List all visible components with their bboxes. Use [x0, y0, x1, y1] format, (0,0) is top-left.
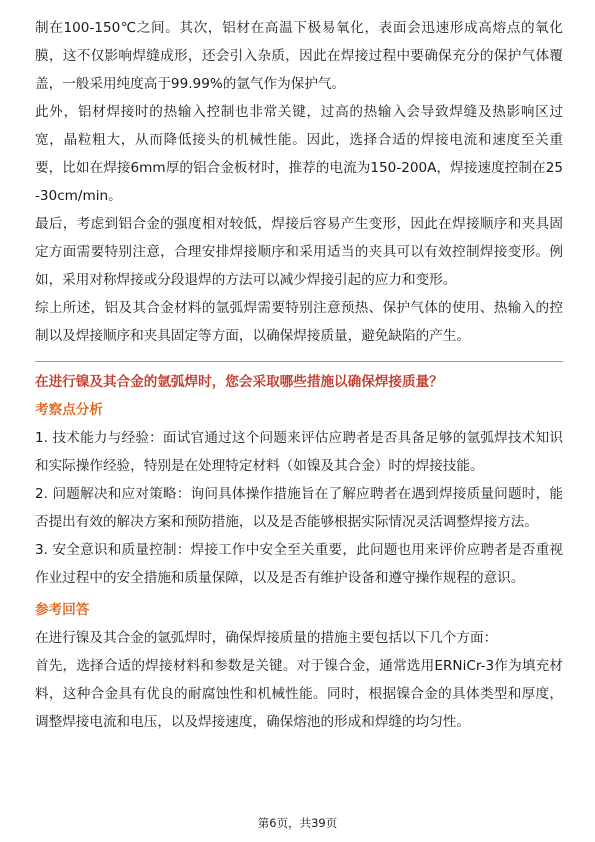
page-number: 第6页，共39页 [257, 816, 338, 830]
analysis-heading: 考察点分析 [35, 402, 103, 418]
question-title: 在进行镍及其合金的氩弧焊时，您会采取哪些措施以确保焊接质量？ [35, 374, 443, 390]
reference-paragraph: 在进行镍及其合金的氩弧焊时，确保焊接质量的措施主要包括以下几个方面： [35, 630, 498, 646]
reference-paragraph: 首先，选择合适的焊接材料和参数是关键。对于镍合金，通常选用ERNiCr-3作为填充材料，这种合金具有优良的耐腐蚀性和机械性能。同时，根据镍合金的具体类型和厚度，调整焊接电流和电压，以及焊接速度，确保熔池的形成和焊缝的均匀性。 [35, 658, 563, 730]
analysis-item: 1. 技术能力与经验：面试官通过这个问题来评估应聘者是否具备足够的氩弧焊技术知识和实际操作经验，特别是在处理特定材料（如镍及其合金）时的焊接技能。 [35, 430, 563, 474]
body-paragraph: 综上所述，铝及其合金材料的氩弧焊需要特别注意预热、保护气体的使用、热输入的控制以及焊接顺序和夹具固定等方面，以确保焊接质量，避免缺陷的产生。 [35, 300, 563, 344]
body-paragraph: 此外，铝材焊接时的热输入控制也非常关键，过高的热输入会导致焊缝及热影响区过宽，晶粒粗大，从而降低接头的机械性能。因此，选择合适的焊接电流和速度至关重要，比如在焊接6mm厚的铝合金板材时，推荐的电流为150-200A，焊接速度控制在25-30cm/min。 [35, 104, 563, 204]
reference-heading: 参考回答 [35, 602, 90, 618]
section-divider [35, 361, 563, 362]
document-page [35, 14, 563, 736]
analysis-item: 3. 安全意识和质量控制：焊接工作中安全至关重要，此问题也用来评价应聘者是否重视作业过程中的安全措施和质量保障，以及是否有维护设备和遵守操作规程的意识。 [35, 542, 563, 586]
analysis-item: 2. 问题解决和应对策略：询问具体操作措施旨在了解应聘者在遇到焊接质量问题时，能否提出有效的解决方案和预防措施，以及是否能够根据实际情况灵活调整焊接方法。 [35, 486, 563, 530]
body-paragraph: 最后，考虑到铝合金的强度相对较低，焊接后容易产生变形，因此在焊接顺序和夹具固定方面需要特别注意，合理安排焊接顺序和采用适当的夹具可以有效控制焊接变形。例如，采用对称焊接或分段退焊的方法可以减少焊接引起的应力和变形。 [35, 216, 563, 288]
body-paragraph: 制在100-150℃之间。其次，铝材在高温下极易氧化，表面会迅速形成高熔点的氧化膜，这不仅影响焊缝成形，还会引入杂质，因此在焊接过程中要确保充分的保护气体覆盖，一般采用纯度高于99.99%的氩气作为保护气。 [35, 20, 563, 92]
